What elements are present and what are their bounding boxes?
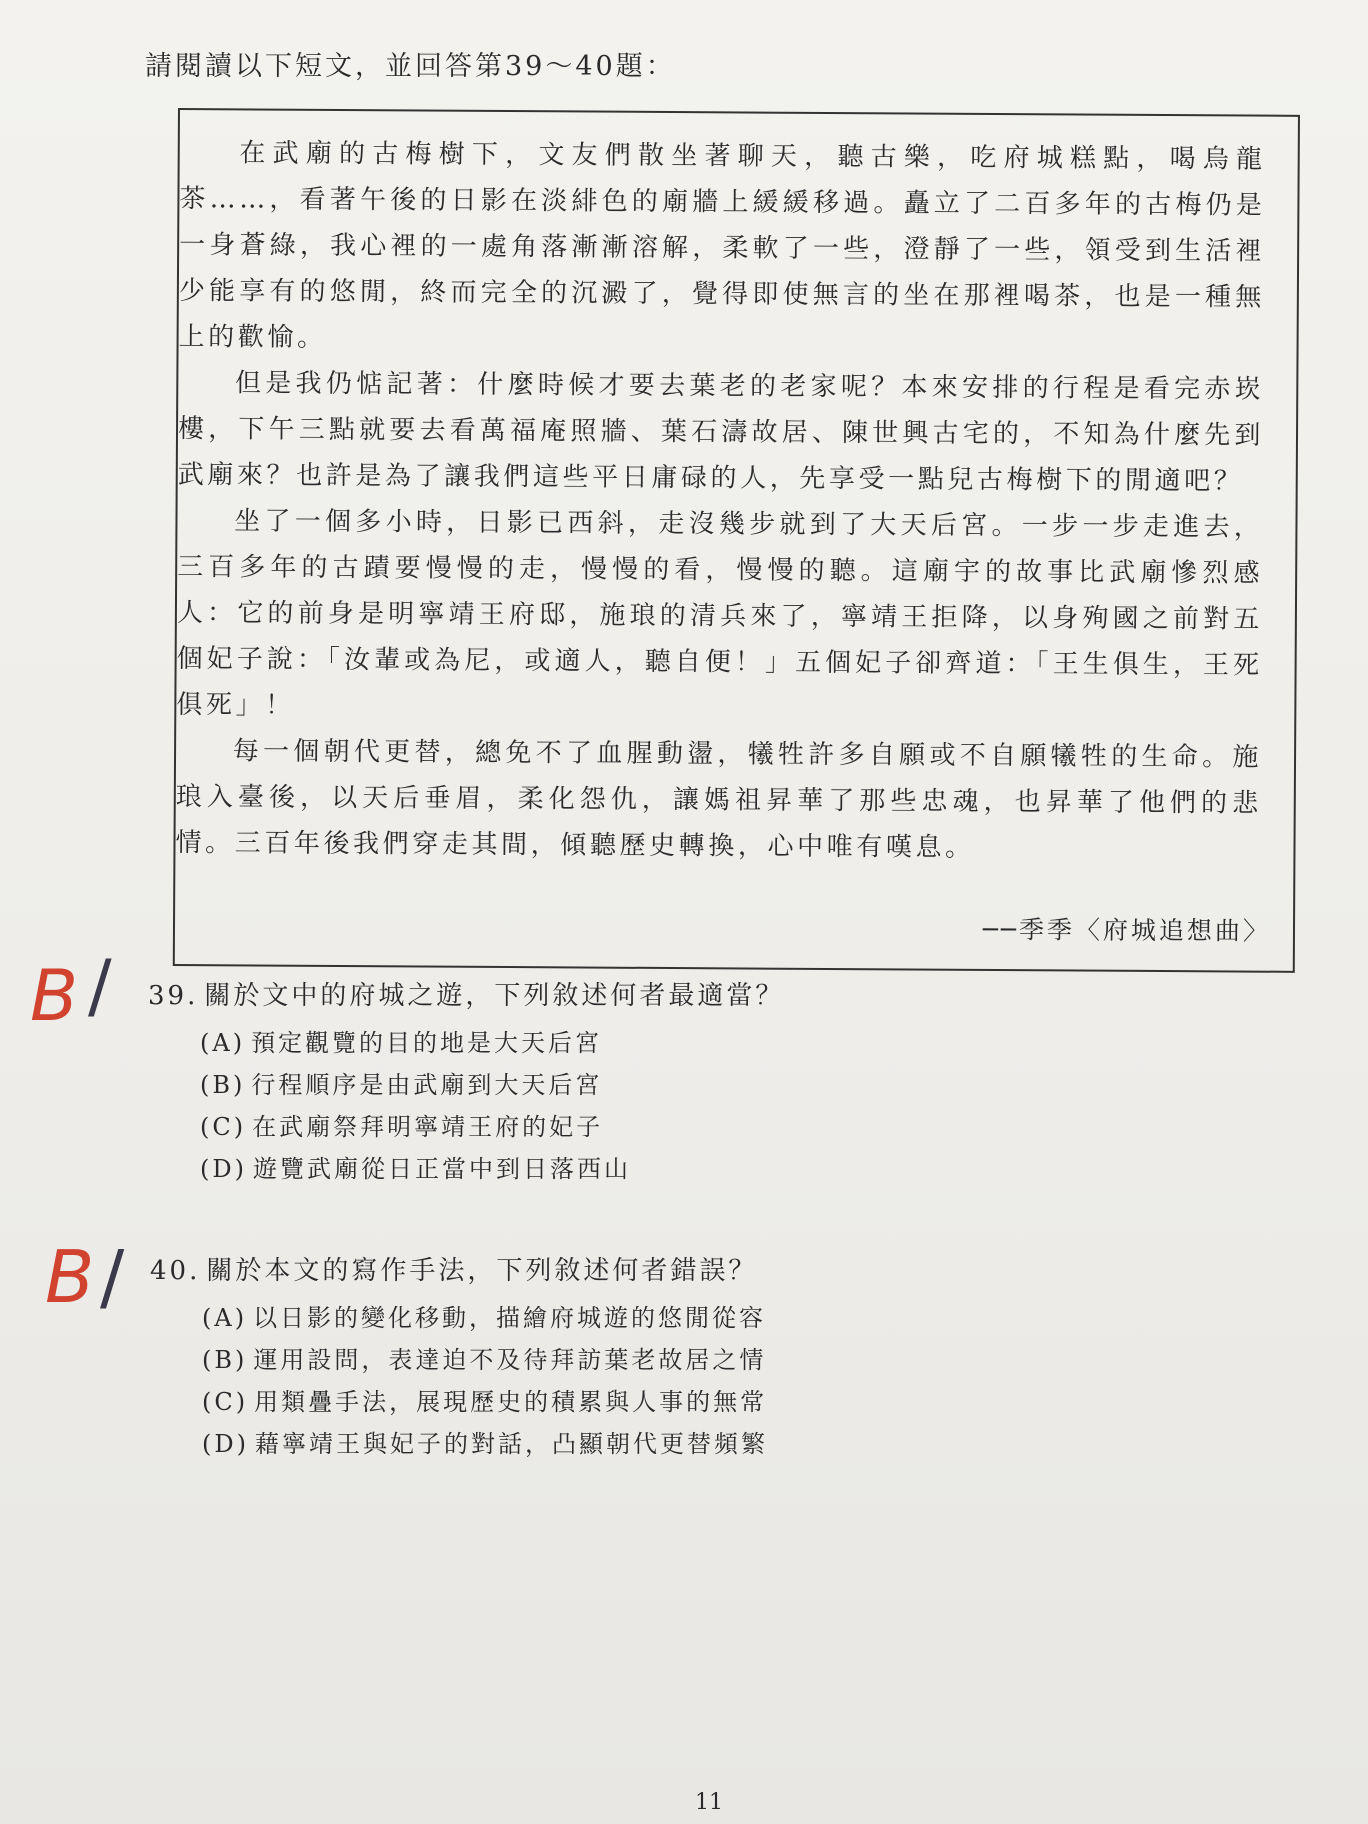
question-40 [150, 1250, 768, 1465]
passage-paragraph-4: 每一個朝代更替，總免不了血腥動盪，犧牲許多自願或不自願犧牲的生命。施琅入臺後，以天后垂眉，柔化怨仇，讓媽祖昇華了那些忠魂，也昇華了他們的悲情。三百年後我們穿走其間，傾聽歷史轉換，心中唯有嘆息。 [175, 736, 1263, 863]
option-b[interactable]: (B) 行程順序是由武廟到大天后宮 [200, 1071, 603, 1099]
option-b[interactable]: (B) 運用設問，表達迫不及待拜訪葉老故居之情 [202, 1346, 767, 1374]
passage-paragraph-1: 在武廟的古梅樹下，文友們散坐著聊天，聽古樂，吃府城糕點，喝烏龍茶……，看著午後的日影在淡緋色的廟牆上緩緩移過。矗立了二百多年的古梅仍是一身蒼綠，我心裡的一處角落漸漸溶解，柔軟了一些，澄靜了一些，領受到生活裡少能享有的悠閒，終而完全的沉澱了，覺得即使無言的坐在那裡喝茶，也是一種無上的歡愉。 [178, 138, 1266, 353]
question-stem: 關於文中的府城之遊，下列敘述何者最適當？ [204, 981, 785, 1011]
passage-paragraph-3: 坐了一個多小時，日影已西斜，走沒幾步就到了大天后宮。一步一步走進去，三百多年的古蹟要慢慢的走，慢慢的看，慢慢的聽。這廟宇的故事比武廟慘烈感人：它的前身是明寧靖王府邸，施琅的清兵來了，寧靖王拒降，以身殉國之前對五個妃子說：「汝輩或為尼，或適人，聽自便！」五個妃子卻齊道：「王生俱生，王死俱死」！ [176, 506, 1264, 721]
option-a[interactable]: (A) 以日影的變化移動，描繪府城遊的悠閒從容 [202, 1304, 767, 1332]
question-stem: 關於本文的寫作手法，下列敘述何者錯誤？ [206, 1256, 758, 1286]
handwritten-answer-40: B [45, 1235, 95, 1319]
question-number: 39. [148, 981, 199, 1011]
passage-source: ──季季〈府城追想曲〉 [982, 914, 1272, 946]
question-number: 40. [150, 1256, 201, 1286]
option-d[interactable]: (D) 藉寧靖王與妃子的對話，凸顯朝代更替頻繁 [202, 1430, 768, 1458]
option-d[interactable]: (D) 遊覽武廟從日正當中到日落西山 [200, 1155, 631, 1183]
option-c[interactable]: (C) 在武廟祭拜明寧靖王府的妃子 [200, 1113, 604, 1141]
passage-paragraph-2: 但是我仍惦記著：什麼時候才要去葉老的老家呢？本來安排的行程是看完赤崁樓，下午三點就要去看萬福庵照牆、葉石濤故居、陳世興古宅的，不知為什麼先到武廟來？也許是為了讓我們這些平日庸碌的人，先享受一點兒古梅樹下的閒適吧？ [177, 368, 1265, 497]
option-a[interactable]: (A) 預定觀覽的目的地是大天后宮 [200, 1029, 603, 1057]
option-c[interactable]: (C) 用類疊手法，展現歷史的積累與人事的無常 [202, 1388, 768, 1416]
page-number: 11 [695, 1790, 723, 1815]
question-39 [148, 975, 784, 1190]
handwritten-check-39: / [88, 945, 112, 1027]
passage-box [173, 108, 1300, 973]
reading-instruction: 請閱讀以下短文，並回答第39～40題： [145, 51, 676, 82]
handwritten-check-40: / [100, 1235, 125, 1319]
handwritten-answer-39: B [30, 955, 79, 1037]
